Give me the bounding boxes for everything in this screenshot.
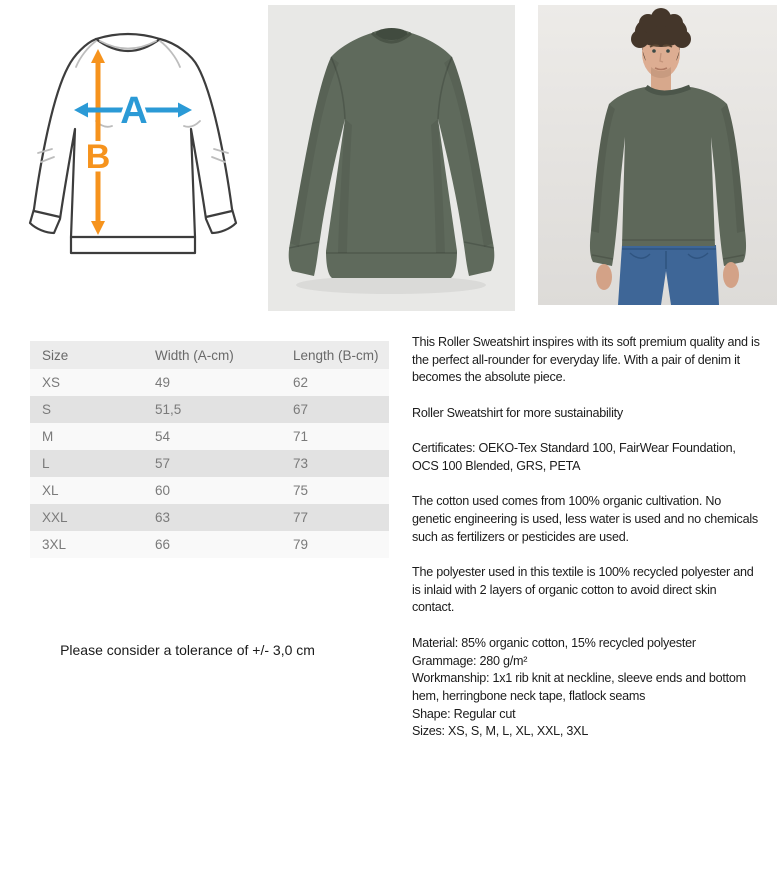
length-cell: 71 [293, 423, 389, 450]
table-row [30, 504, 389, 531]
table-header-row [30, 341, 389, 369]
size-cell: S [30, 396, 155, 423]
product-front-illustration [268, 5, 515, 311]
width-cell: 60 [155, 477, 293, 504]
table-row [30, 369, 389, 396]
size-cell: 3XL [30, 531, 155, 558]
model-photo[interactable] [538, 5, 777, 305]
column-header-size: Size [30, 341, 155, 369]
length-label: B [85, 138, 111, 176]
size-cell: L [30, 450, 155, 477]
description-paragraph: This Roller Sweatshirt inspires with its soft premium quality and is the perfect all-rounder for everyday life. With a pair of denim it becomes the absolute piece. [412, 335, 760, 385]
column-header-length: Length (B-cm) [293, 341, 389, 369]
table-row [30, 450, 389, 477]
table-row [30, 423, 389, 450]
description-paragraph: The polyester used in this textile is 100% recycled polyester and is inlaid with 2 layers of organic cotton to avoid direct skin contact. [412, 565, 754, 615]
description-paragraph: Roller Sweatshirt for more sustainability [412, 405, 623, 420]
width-cell: 66 [155, 531, 293, 558]
width-cell: 51,5 [155, 396, 293, 423]
length-cell: 73 [293, 450, 389, 477]
size-cell: XXL [30, 504, 155, 531]
table-row [30, 531, 389, 558]
table-row [30, 477, 389, 504]
length-cell: 67 [293, 396, 389, 423]
width-cell: 54 [155, 423, 293, 450]
length-cell: 75 [293, 477, 389, 504]
description-paragraph: Certificates: OEKO-Tex Standard 100, FairWear Foundation, OCS 100 Blended, GRS, PETA [412, 441, 736, 473]
size-diagram [8, 5, 260, 311]
spec-line-grammage: Grammage: 280 g/m² [412, 653, 528, 668]
width-cell: 49 [155, 369, 293, 396]
size-cell: XS [30, 369, 155, 396]
tolerance-note: Please consider a tolerance of +/- 3,0 cm [60, 642, 315, 658]
description-paragraph: The cotton used comes from 100% organic cultivation. No genetic engineering is used, less water is used and no chemicals such as fertilizers or pesticides are used. [412, 494, 758, 544]
length-cell: 77 [293, 504, 389, 531]
product-photo[interactable] [268, 5, 515, 311]
size-diagram-image[interactable] [8, 5, 260, 311]
table-row [30, 396, 389, 423]
width-cell: 63 [155, 504, 293, 531]
spec-line-sizes: Sizes: XS, S, M, L, XL, XXL, 3XL [412, 724, 589, 739]
sweatshirt-outline-drawing [30, 34, 236, 253]
spec-line-workmanship: Workmanship: 1x1 rib knit at neckline, sleeve ends and bottom hem, herringbone neck tape, flatlock seams [412, 671, 746, 703]
width-cell: 57 [155, 450, 293, 477]
size-cell: XL [30, 477, 155, 504]
length-cell: 62 [293, 369, 389, 396]
column-header-width: Width (A-cm) [155, 341, 293, 369]
spec-line-shape: Shape: Regular cut [412, 706, 516, 721]
length-cell: 79 [293, 531, 389, 558]
spec-line-material: Material: 85% organic cotton, 15% recycled polyester [412, 635, 696, 650]
size-chart-table [30, 341, 389, 558]
model-wearing-illustration [538, 5, 777, 305]
product-description [412, 334, 760, 741]
size-cell: M [30, 423, 155, 450]
width-label: A [120, 90, 148, 132]
